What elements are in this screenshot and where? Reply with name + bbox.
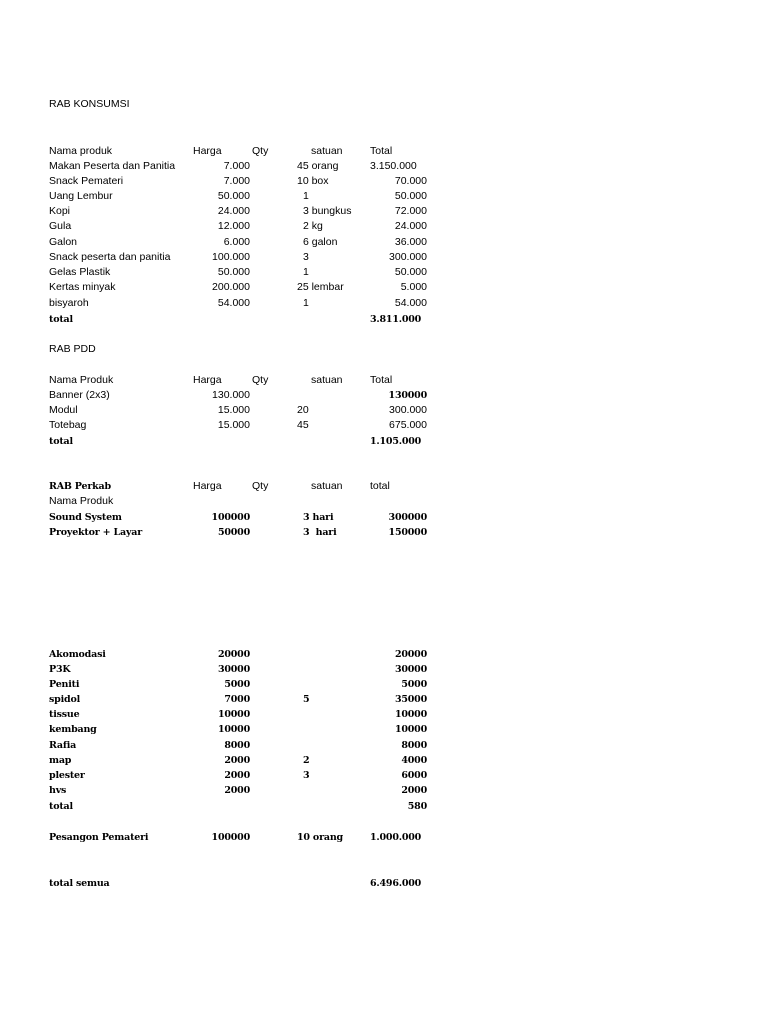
row-harga: 200.000 — [212, 281, 250, 293]
table-row — [0, 280, 768, 295]
table-row — [0, 722, 768, 737]
header-name: Nama Produk — [49, 495, 114, 507]
row-name: Banner (2x3) — [49, 389, 110, 401]
row-name: hvs — [49, 785, 67, 796]
row-total: 20000 — [394, 649, 427, 660]
table-row — [0, 692, 768, 707]
header-satuan: satuan — [311, 374, 343, 386]
row-qty: 3 — [303, 251, 309, 263]
total-row-konsumsi — [0, 312, 768, 327]
row-qty: 20 — [297, 404, 309, 416]
row-total: 2000 — [401, 785, 427, 796]
table-row — [0, 662, 768, 677]
row-harga: 6.000 — [223, 236, 250, 248]
section-title-pdd: RAB PDD — [49, 343, 96, 355]
table-row — [0, 250, 768, 265]
row-total: 24.000 — [394, 220, 427, 232]
row-qty: 6 galon — [303, 236, 338, 248]
row-qty: 3 hari — [303, 527, 337, 538]
row-total: 1.000.000 — [370, 832, 422, 843]
row-name: tissue — [49, 709, 80, 720]
table-row — [0, 738, 768, 753]
table-row — [0, 647, 768, 662]
total-value: 3.811.000 — [370, 314, 422, 325]
row-name: Snack peserta dan panitia — [49, 251, 171, 263]
grand-total-row — [0, 876, 768, 891]
row-qty: 45 orang — [297, 160, 339, 172]
row-total: 130000 — [388, 390, 427, 401]
row-harga: 20000 — [217, 649, 250, 660]
row-total: 30000 — [394, 664, 427, 675]
row-name: Modul — [49, 404, 78, 416]
row-harga: 15.000 — [217, 404, 250, 416]
row-qty: 3 hari — [303, 512, 334, 523]
row-total: 72.000 — [394, 205, 427, 217]
row-harga: 100000 — [211, 512, 250, 523]
row-qty: 1 — [303, 266, 309, 278]
table-row — [0, 219, 768, 234]
row-harga: 12.000 — [217, 220, 250, 232]
row-harga: 15.000 — [217, 419, 250, 431]
row-name: Proyektor + Layar — [49, 527, 143, 538]
row-name: Galon — [49, 236, 78, 248]
total-value: 580 — [407, 801, 427, 812]
row-total: 70.000 — [394, 175, 427, 187]
row-qty: 2 kg — [303, 220, 323, 232]
header-name: Nama produk — [49, 145, 113, 157]
table-row — [0, 204, 768, 219]
header-satuan: satuan — [311, 145, 343, 157]
table-row — [0, 403, 768, 418]
row-total: 5.000 — [400, 281, 427, 293]
row-harga: 100.000 — [212, 251, 250, 263]
total-value: 1.105.000 — [370, 436, 422, 447]
row-qty: 25 lembar — [297, 281, 344, 293]
row-harga: 2000 — [224, 785, 250, 796]
section-title-perkab: RAB Perkab — [49, 481, 111, 492]
row-qty: 5 — [303, 694, 310, 705]
row-name: Kopi — [49, 205, 71, 217]
table-row — [0, 296, 768, 311]
row-qty: 3 — [303, 770, 310, 781]
row-total: 300000 — [388, 512, 427, 523]
table-row — [0, 174, 768, 189]
table-row — [0, 510, 768, 525]
row-harga: 7000 — [224, 694, 250, 705]
table-row — [0, 265, 768, 280]
header-total: Total — [370, 374, 393, 386]
total-row-pdd — [0, 434, 768, 449]
header-qty: Qty — [252, 145, 269, 157]
row-harga: 2000 — [224, 755, 250, 766]
row-total: 150000 — [388, 527, 427, 538]
grand-total-value: 6.496.000 — [370, 878, 422, 889]
row-total: 300.000 — [389, 251, 427, 263]
row-name: Sound System — [49, 512, 122, 523]
row-qty: 10 box — [297, 175, 329, 187]
pesangon-row — [0, 830, 768, 845]
section-title-konsumsi: RAB KONSUMSI — [49, 98, 130, 110]
row-name: map — [49, 755, 72, 766]
header-qty: Qty — [252, 374, 269, 386]
row-total: 35000 — [394, 694, 427, 705]
table-row — [0, 707, 768, 722]
row-total: 8000 — [401, 740, 427, 751]
header-harga: Harga — [193, 145, 222, 157]
table-header-pdd — [0, 373, 768, 388]
header-harga: Harga — [193, 374, 222, 386]
row-harga: 54.000 — [217, 297, 250, 309]
row-harga: 10000 — [217, 724, 250, 735]
total-row-lain — [0, 799, 768, 814]
row-qty: 1 — [303, 297, 309, 309]
row-name: Kertas minyak — [49, 281, 116, 293]
row-total: 10000 — [394, 724, 427, 735]
row-harga: 50000 — [217, 527, 250, 538]
table-header-konsumsi — [0, 144, 768, 159]
table-row — [0, 418, 768, 433]
table-row — [0, 525, 768, 540]
row-harga: 130.000 — [212, 389, 250, 401]
row-total: 36.000 — [394, 236, 427, 248]
row-total: 50.000 — [394, 266, 427, 278]
header-qty: Qty — [252, 480, 269, 492]
table-header-perkab — [0, 479, 768, 494]
row-name: Gelas Plastik — [49, 266, 111, 278]
row-name: kembang — [49, 724, 97, 735]
row-harga: 10000 — [217, 709, 250, 720]
row-name: Rafia — [49, 740, 77, 751]
row-name: Pesangon Pemateri — [49, 832, 149, 843]
row-total: 5000 — [401, 679, 427, 690]
table-row — [0, 768, 768, 783]
row-harga: 30000 — [217, 664, 250, 675]
row-name: spidol — [49, 694, 80, 705]
header-name: Nama Produk — [49, 374, 114, 386]
row-name: Gula — [49, 220, 72, 232]
row-name: Snack Pemateri — [49, 175, 124, 187]
table-row — [0, 677, 768, 692]
row-harga: 2000 — [224, 770, 250, 781]
row-harga: 5000 — [224, 679, 250, 690]
table-row — [0, 189, 768, 204]
row-name: Uang Lembur — [49, 190, 113, 202]
row-name: P3K — [49, 664, 71, 675]
row-total: 675.000 — [389, 419, 427, 431]
row-harga: 50.000 — [217, 266, 250, 278]
row-total: 4000 — [401, 755, 427, 766]
row-name: bisyaroh — [49, 297, 89, 309]
table-row — [0, 235, 768, 250]
row-harga: 8000 — [224, 740, 250, 751]
total-label: total — [49, 801, 73, 812]
row-harga: 50.000 — [217, 190, 250, 202]
row-harga: 7.000 — [223, 175, 250, 187]
row-name: Makan Peserta dan Panitia — [49, 160, 176, 172]
header-harga: Harga — [193, 480, 222, 492]
header-total: total — [370, 480, 390, 492]
row-harga: 24.000 — [217, 205, 250, 217]
table-row — [0, 783, 768, 798]
row-total: 6000 — [401, 770, 427, 781]
row-total: 54.000 — [394, 297, 427, 309]
row-qty: 3 bungkus — [303, 205, 352, 217]
row-qty: 10 orang — [297, 832, 343, 843]
row-harga: 100000 — [211, 832, 250, 843]
row-qty: 45 — [297, 419, 309, 431]
row-total: 3.150.000 — [370, 160, 417, 172]
row-name: Peniti — [49, 679, 80, 690]
table-row — [0, 753, 768, 768]
header-satuan: satuan — [311, 480, 343, 492]
row-total: 50.000 — [394, 190, 427, 202]
row-harga: 7.000 — [223, 160, 250, 172]
table-header-name-perkab — [0, 494, 768, 509]
row-name: plester — [49, 770, 85, 781]
table-row — [0, 159, 768, 174]
row-name: Totebag — [49, 419, 87, 431]
total-label: total — [49, 436, 73, 447]
header-total: Total — [370, 145, 393, 157]
row-qty: 1 — [303, 190, 309, 202]
row-total: 10000 — [394, 709, 427, 720]
table-row — [0, 388, 768, 403]
row-qty: 2 — [303, 755, 310, 766]
row-total: 300.000 — [389, 404, 427, 416]
total-label: total — [49, 314, 73, 325]
grand-total-label: total semua — [49, 878, 110, 889]
row-name: Akomodasi — [49, 649, 106, 660]
